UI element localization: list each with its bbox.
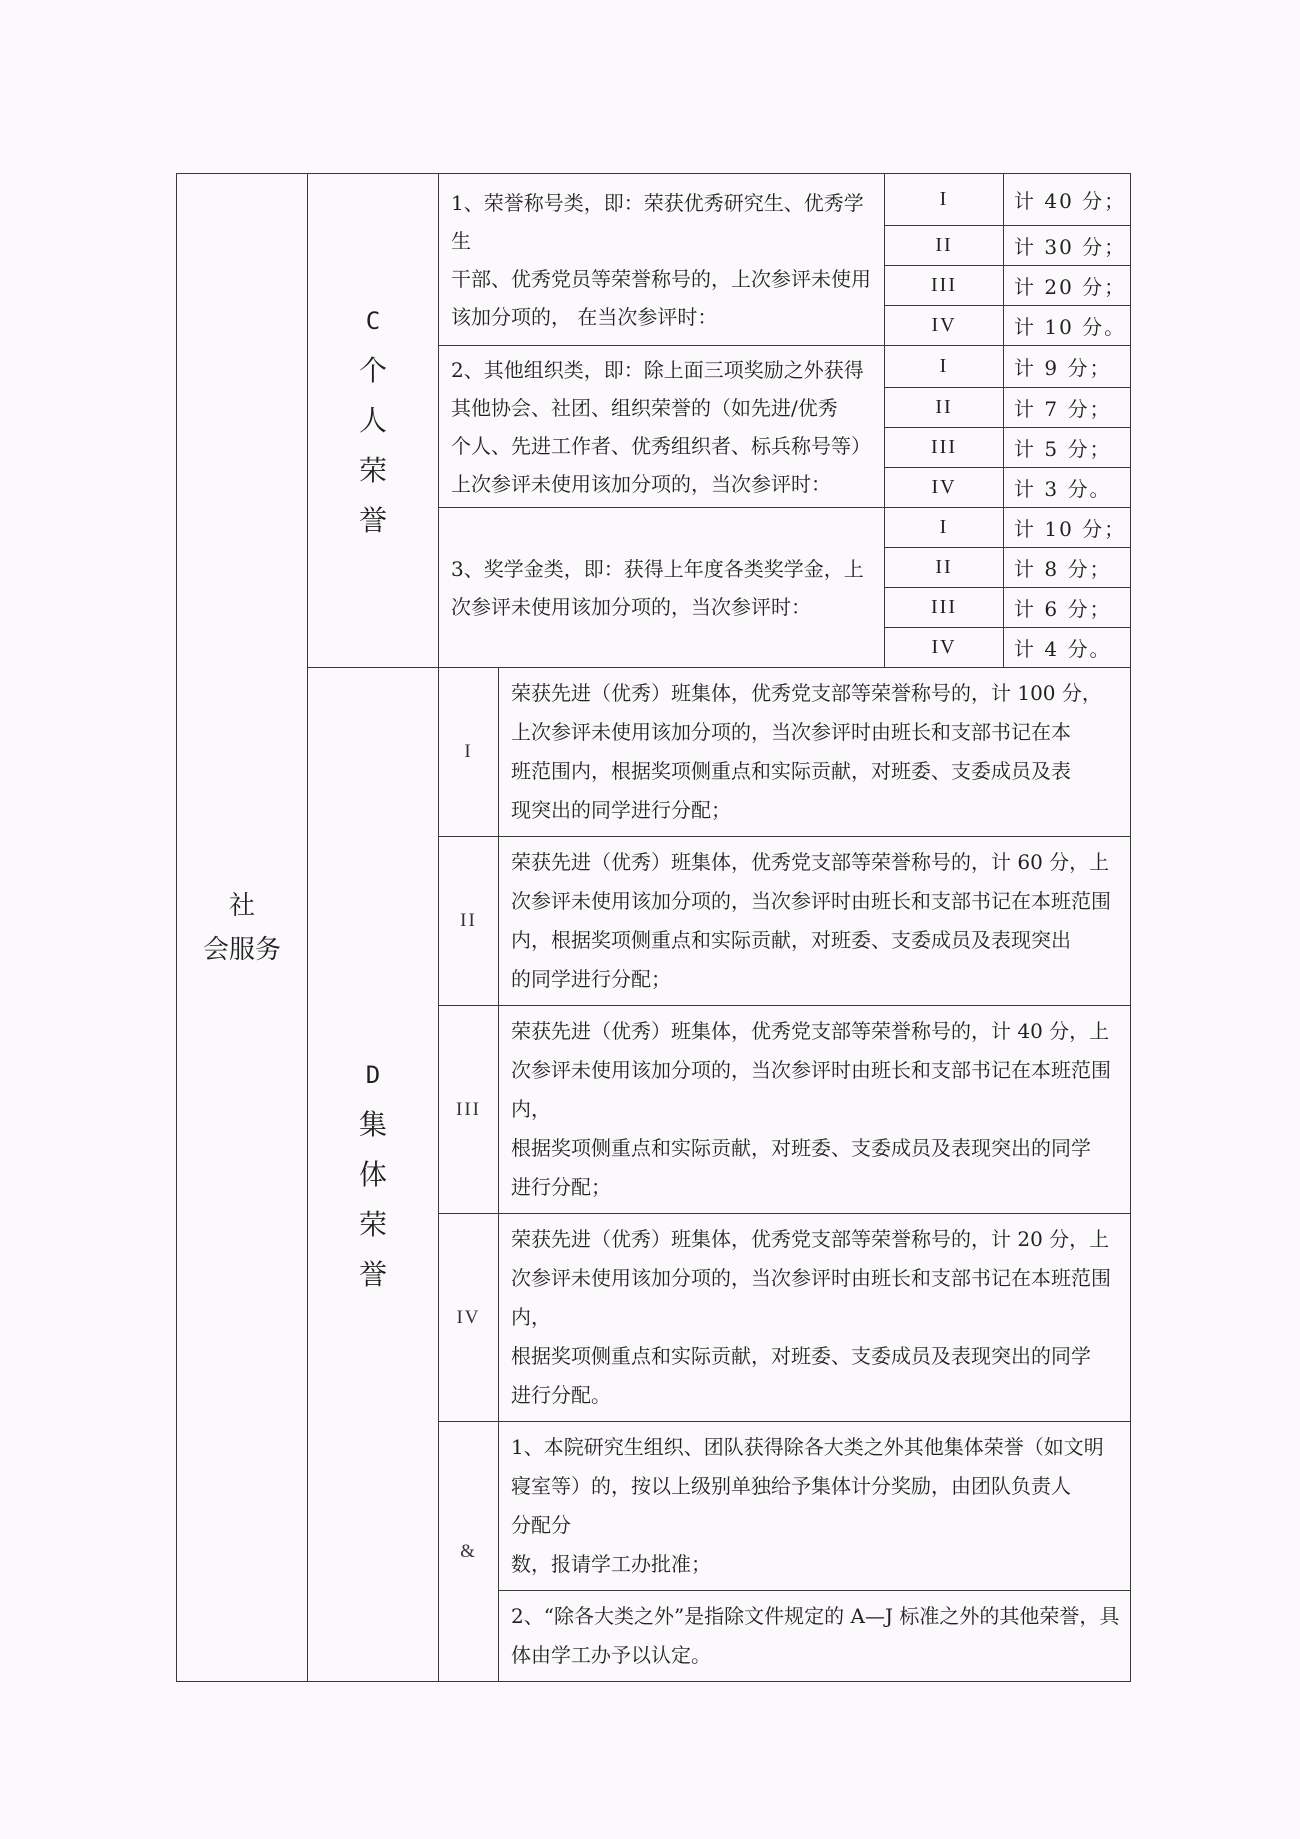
c-level: II: [885, 388, 1004, 428]
c-group-1-line: 干部、优秀党员等荣誉称号的，上次参评未使用: [451, 266, 871, 291]
d-line: 荣获先进（优秀）班集体，优秀党支部等荣誉称号的，计 40 分，上: [511, 1019, 1110, 1043]
d-line: 次参评未使用该加分项的，当次参评时由班长和支部书记在本班范围: [511, 889, 1111, 913]
c-level: III: [885, 266, 1004, 306]
c-score: 计 4 分。: [1004, 628, 1131, 668]
d-note-line: 2、“除各大类之外”是指除文件规定的 A—J 标准之外的其他荣誉，具: [511, 1604, 1120, 1628]
d-description: [499, 837, 1131, 1006]
d-description: [499, 668, 1131, 837]
c-score: 计 6 分；: [1004, 588, 1131, 628]
c-group-2-description: [439, 346, 885, 508]
d-line: 的同学进行分配；: [511, 967, 671, 991]
c-score: 计 10 分。: [1004, 306, 1131, 346]
d-note-line: 体由学工办予以认定。: [511, 1643, 711, 1667]
c-score: 计 9 分；: [1004, 346, 1131, 388]
d-line: 荣获先进（优秀）班集体，优秀党支部等荣誉称号的，计 60 分，上: [511, 850, 1110, 874]
section-d-letter: D: [365, 1060, 381, 1089]
d-note-line: 分配分: [511, 1513, 571, 1537]
section-d-char: 誉: [358, 1257, 387, 1291]
section-c-letter: C: [365, 306, 381, 335]
d-line: 内，根据奖项侧重点和实际贡献，对班委、支委成员及表现突出: [511, 928, 1071, 952]
c-level: IV: [885, 468, 1004, 508]
c-score: 计 5 分；: [1004, 428, 1131, 468]
d-description: [499, 1006, 1131, 1214]
c-group-3-description: [439, 508, 885, 668]
d-note-line: 数，报请学工办批准；: [511, 1552, 711, 1576]
section-c-char: 誉: [358, 503, 387, 537]
c-score: 计 8 分；: [1004, 548, 1131, 588]
c-group-3-line: 3、奖学金类，即：获得上年度各类奖学金，上: [451, 556, 864, 581]
c-score: 计 3 分。: [1004, 468, 1131, 508]
d-level: I: [439, 668, 499, 837]
d-line: 班范围内，根据奖项侧重点和实际贡献，对班委、支委成员及表: [511, 759, 1071, 783]
d-line: 根据奖项侧重点和实际贡献，对班委、支委成员及表现突出的同学: [511, 1344, 1091, 1368]
d-note-line: 1、本院研究生组织、团队获得除各大类之外其他集体荣誉（如文明: [511, 1435, 1104, 1459]
d-description: [499, 1214, 1131, 1422]
c-score: 计 40 分；: [1004, 174, 1131, 226]
c-level: I: [885, 346, 1004, 388]
category-cell: [177, 174, 308, 1682]
d-level: IV: [439, 1214, 499, 1422]
c-score: 计 30 分；: [1004, 226, 1131, 266]
c-level: III: [885, 588, 1004, 628]
c-group-1-description: [439, 174, 885, 346]
d-line: 次参评未使用该加分项的，当次参评时由班长和支部书记在本班范围内，: [511, 1266, 1111, 1329]
c-level: III: [885, 428, 1004, 468]
c-group-2-line: 上次参评未使用该加分项的，当次参评时：: [451, 471, 831, 496]
c-level: I: [885, 174, 1004, 226]
category-line-2: 会服务: [202, 934, 281, 965]
section-c-char: 人: [358, 403, 387, 437]
section-c-char: 个: [358, 353, 387, 387]
section-d-label: [308, 668, 439, 1682]
d-note: [499, 1422, 1131, 1591]
section-c-char: 荣: [358, 453, 387, 487]
section-c-label: [308, 174, 439, 668]
c-score: 计 7 分；: [1004, 388, 1131, 428]
c-group-3-line: 次参评未使用该加分项的，当次参评时：: [451, 594, 811, 619]
d-line: 次参评未使用该加分项的，当次参评时由班长和支部书记在本班范围内，: [511, 1058, 1111, 1121]
c-level: II: [885, 548, 1004, 588]
d-note-level: &: [439, 1422, 499, 1682]
d-note-line: 寝室等）的，按以上级别单独给予集体计分奖励，由团队负责人: [511, 1474, 1071, 1498]
d-note: [499, 1591, 1131, 1682]
c-group-1-line: 1、荣誉称号类，即：荣获优秀研究生、优秀学生: [451, 190, 864, 253]
d-level: III: [439, 1006, 499, 1214]
c-level: IV: [885, 306, 1004, 346]
c-group-2-line: 个人、先进工作者、优秀组织者、标兵称号等）: [451, 433, 871, 458]
d-line: 现突出的同学进行分配；: [511, 798, 731, 822]
c-score: 计 10 分；: [1004, 508, 1131, 548]
c-group-2-line: 其他协会、社团、组织荣誉的（如先进/优秀: [451, 395, 838, 420]
d-line: 上次参评未使用该加分项的，当次参评时由班长和支部书记在本: [511, 720, 1071, 744]
category-line-1: 社: [228, 890, 255, 921]
d-level: II: [439, 837, 499, 1006]
d-line: 根据奖项侧重点和实际贡献，对班委、支委成员及表现突出的同学: [511, 1136, 1091, 1160]
d-line: 荣获先进（优秀）班集体，优秀党支部等荣誉称号的，计 20 分，上: [511, 1227, 1110, 1251]
c-level: II: [885, 226, 1004, 266]
scoring-table: [176, 173, 1131, 1682]
c-group-1-line: 该加分项的， 在当次参评时：: [451, 304, 718, 329]
section-d-char: 集: [358, 1107, 387, 1141]
section-d-char: 体: [358, 1157, 387, 1191]
c-group-2-line: 2、其他组织类，即：除上面三项奖励之外获得: [451, 357, 864, 382]
c-level: IV: [885, 628, 1004, 668]
c-level: I: [885, 508, 1004, 548]
section-d-char: 荣: [358, 1207, 387, 1241]
c-score: 计 20 分；: [1004, 266, 1131, 306]
d-line: 进行分配。: [511, 1383, 611, 1407]
d-line: 进行分配；: [511, 1175, 611, 1199]
d-line: 荣获先进（优秀）班集体，优秀党支部等荣誉称号的，计 100 分，: [511, 681, 1102, 705]
